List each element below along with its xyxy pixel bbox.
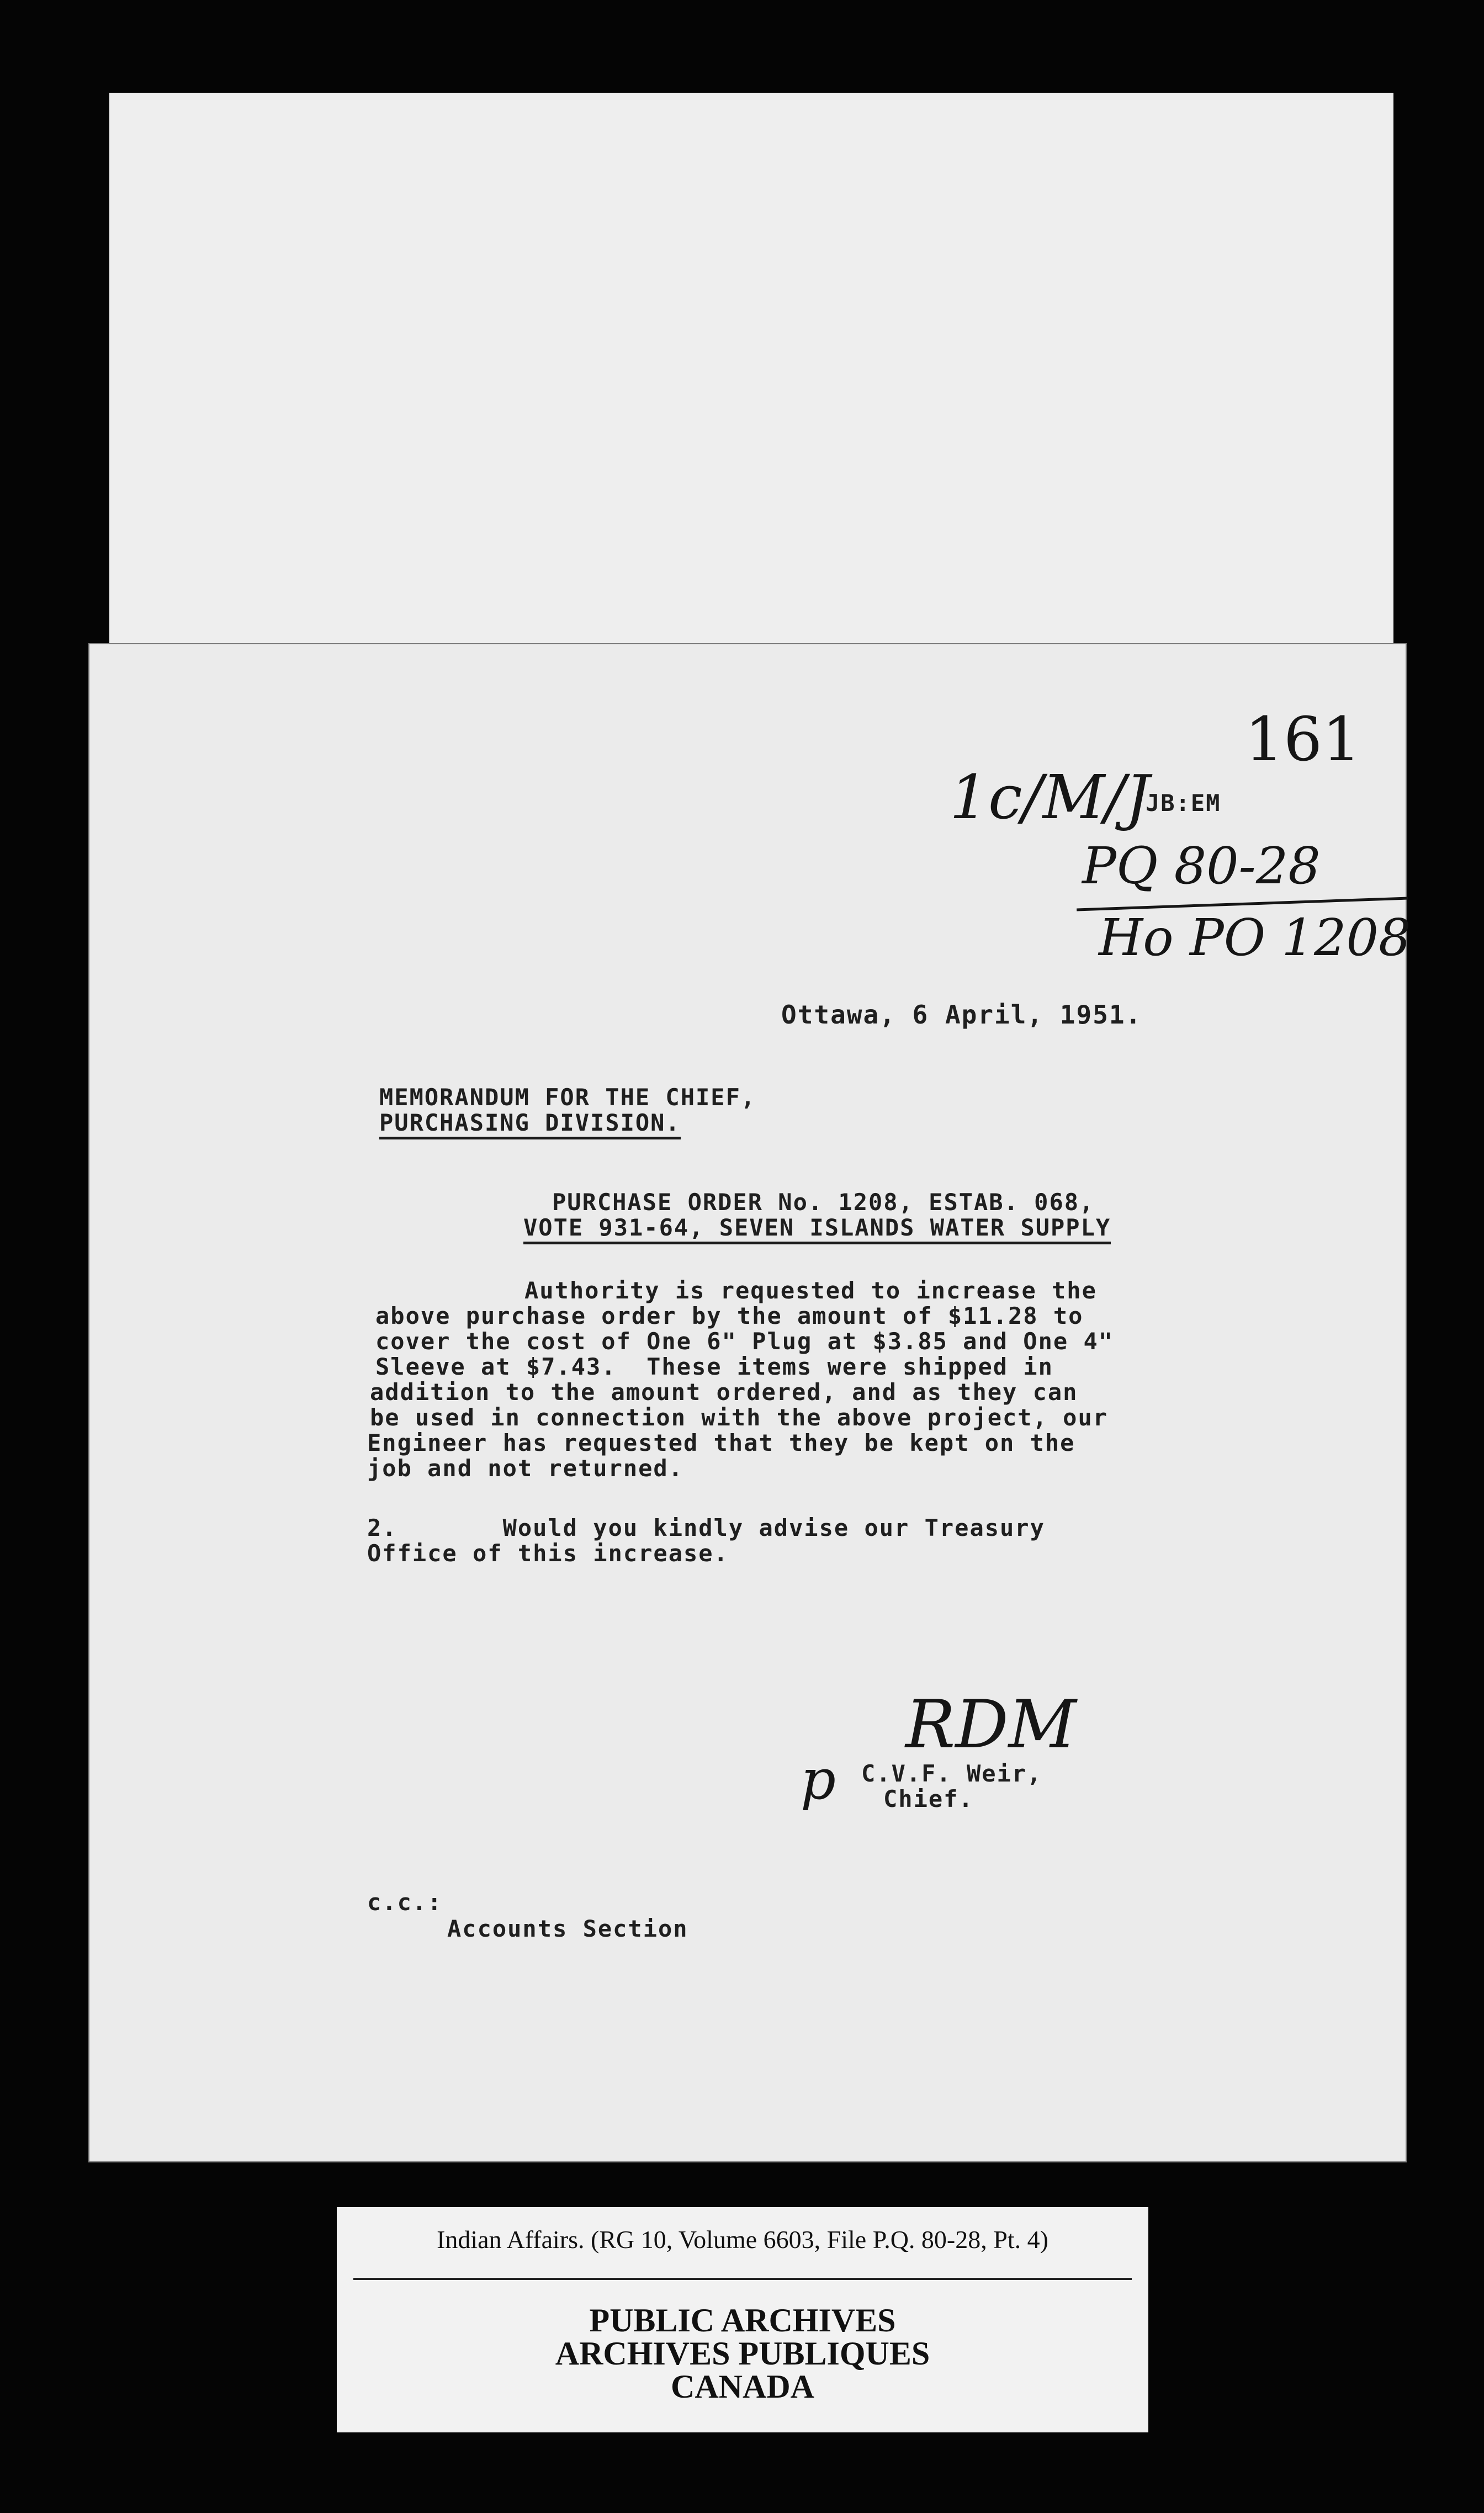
archive-stamp-line: PUBLIC ARCHIVES bbox=[589, 2302, 896, 2339]
signer-name: C.V.F. Weir, bbox=[861, 1760, 1042, 1787]
signer-title: Chief. bbox=[883, 1785, 974, 1812]
paragraph-line: addition to the amount ordered, and as they can bbox=[370, 1379, 1078, 1406]
paragraph-line: 2. Would you kindly advise our Treasury bbox=[367, 1514, 1045, 1541]
cc-recipient: Accounts Section bbox=[447, 1915, 688, 1942]
paragraph-line: Engineer has requested that they be kept on the bbox=[367, 1429, 1075, 1456]
archive-label bbox=[337, 2207, 1148, 2432]
subject-line: PURCHASE ORDER No. 1208, ESTAB. 068, bbox=[552, 1189, 1095, 1216]
paragraph-line: Office of this increase. bbox=[367, 1540, 729, 1567]
handwritten-initials: 1c/M/J bbox=[950, 762, 1150, 833]
folio-number: 161 bbox=[1245, 704, 1361, 775]
label-divider bbox=[353, 2278, 1132, 2280]
paragraph-line: be used in connection with the above project, our bbox=[370, 1404, 1109, 1431]
cc-label: c.c.: bbox=[367, 1889, 443, 1916]
paragraph-line: above purchase order by the amount of $11.28 to bbox=[375, 1302, 1084, 1329]
signature-prefix: p bbox=[801, 1747, 836, 1812]
file-reference-top: PQ 80-28 bbox=[1082, 836, 1321, 895]
paragraph-line: cover the cost of One 6" Plug at $3.85 and One 4" bbox=[375, 1328, 1114, 1355]
paragraph-line: Authority is requested to increase the bbox=[524, 1277, 1097, 1304]
subject-line: VOTE 931-64, SEVEN ISLANDS WATER SUPPLY bbox=[523, 1215, 1111, 1244]
addressee-line: MEMORANDUM FOR THE CHIEF, bbox=[379, 1084, 756, 1111]
paragraph-line: job and not returned. bbox=[367, 1455, 684, 1482]
reference-initials: JB:EM bbox=[1146, 789, 1221, 817]
archive-stamp-line: CANADA bbox=[671, 2368, 814, 2405]
date-line: Ottawa, 6 April, 1951. bbox=[781, 1000, 1142, 1030]
back-sheet bbox=[109, 93, 1393, 649]
archive-stamp-line: ARCHIVES PUBLIQUES bbox=[555, 2335, 930, 2372]
memo-sheet bbox=[88, 643, 1411, 2162]
file-reference-bottom: Ho PO 1208 bbox=[1099, 908, 1411, 967]
archive-citation: Indian Affairs. (RG 10, Volume 6603, File P.Q. 80-28, Pt. 4) bbox=[437, 2225, 1048, 2254]
paragraph-line: Sleeve at $7.43. These items were shipped in bbox=[375, 1353, 1053, 1380]
signature: RDM bbox=[905, 1687, 1077, 1763]
addressee-line: PURCHASING DIVISION. bbox=[379, 1110, 681, 1139]
